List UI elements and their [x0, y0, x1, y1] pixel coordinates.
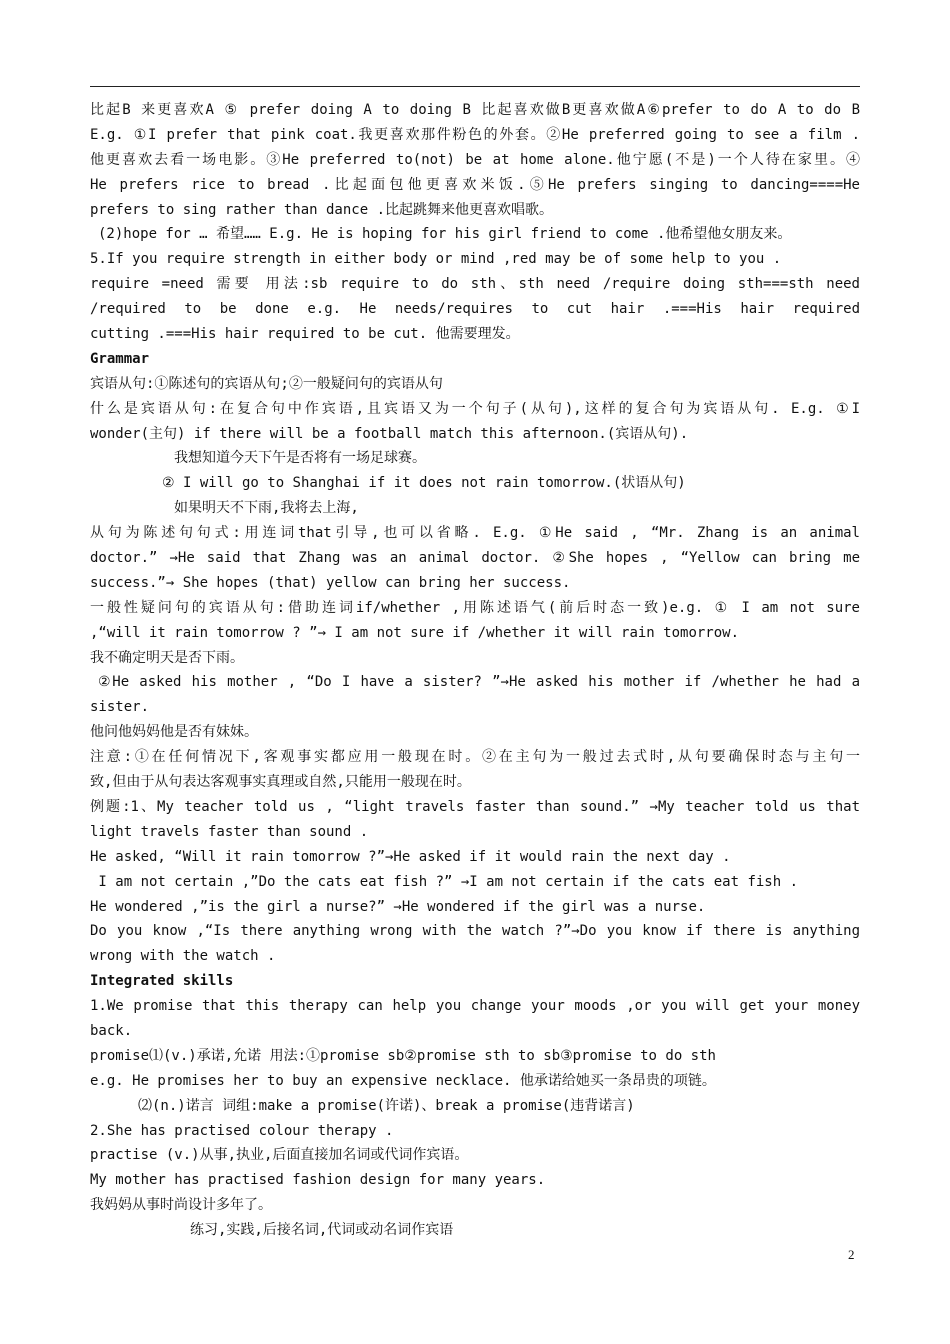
text-line: 他问他妈妈他是否有妹妹。 [90, 724, 258, 741]
text-line: doctor.” →He said that Zhang was an animal doctor. ②She hopes , “Yellow can bring me [90, 550, 860, 567]
text-line: success.”→ She hopes (that) yellow can bring her success. [90, 574, 571, 591]
text-line: light travels faster than sound . [90, 823, 369, 840]
text-line: 5.If you require strength in either body or mind ,red may be of some help to you . [90, 251, 782, 268]
text-line: ②He asked his mother , “Do I have a sister? ”→He asked his mother if /whether he had a [98, 674, 860, 691]
text-line: wonder(主句) if there will be a football match this afternoon.(宾语从句). [90, 425, 689, 442]
text-line: back. [90, 1022, 133, 1039]
text-line: I am not certain ,”Do the cats eat fish ?” →I am not certain if the cats eat fish . [90, 873, 799, 890]
text-line: 我想知道今天下午是否将有一场足球赛。 [174, 450, 426, 467]
text-line: prefers to sing rather than dance .比起跳舞来他更喜欢唱歌。 [90, 201, 554, 218]
text-line: cutting .===His hair required to be cut. 他需要理发。 [90, 326, 520, 343]
text-line: 2.She has practised colour therapy . [90, 1122, 394, 1139]
text-line: 一般性疑问句的宾语从句:借助连词if/whether ,用陈述语气(前后时态一致)e.g. ① I am not sure [90, 599, 860, 616]
text-line: 如果明天不下雨,我将去上海, [174, 500, 359, 517]
text-line: 1.We promise that this therapy can help you change your moods ,or you will get your money [90, 998, 860, 1015]
text-line: promise⑴(v.)承诺,允诺 用法:①promise sb②promise sth to sb③promise to do sth [90, 1047, 716, 1064]
document-body [90, 98, 860, 1243]
text-line: Do you know ,“Is there anything wrong with the watch ?”→Do you know if there is anything [90, 923, 860, 940]
text-line: ,“will it rain tomorrow ? ”→ I am not sure if /whether it will rain tomorrow. [90, 624, 740, 641]
text-line: My mother has practised fashion design for many years. [90, 1172, 546, 1189]
text-line: wrong with the watch . [90, 948, 276, 965]
text-line: He wondered ,”is the girl a nurse?” →He wondered if the girl was a nurse. [90, 898, 706, 915]
text-line: E.g. ①I prefer that pink coat.我更喜欢那件粉色的外套。②He preferred going to see a film . [90, 126, 860, 143]
text-line: 我妈妈从事时尚设计多年了。 [90, 1197, 272, 1214]
page-number: 2 [848, 1247, 855, 1262]
text-line: 比起B 来更喜欢A ⑤ prefer doing A to doing B 比起喜欢做B更喜欢做A⑥prefer to do A to do B [90, 102, 860, 118]
text-line: 我不确定明天是否下雨。 [90, 649, 244, 666]
text-line: (2)hope for … 希望…… E.g. He is hoping for his girl friend to come .他希望他女朋友来。 [98, 226, 792, 243]
text-line: 练习,实践,后接名词,代词或动名词作宾语 [190, 1222, 454, 1239]
text-line: ② I will go to Shanghai if it does not rain tomorrow.(状语从句) [162, 475, 686, 492]
header-rule [90, 86, 860, 87]
text-line: 宾语从句:①陈述句的宾语从句;②一般疑问句的宾语从句 [90, 375, 443, 392]
text-line: 注意:①在任何情况下,客观事实都应用一般现在时。②在主句为一般过去式时,从句要确保时态与主句一 [90, 749, 860, 766]
text-line: 什么是宾语从句:在复合句中作宾语,且宾语又为一个句子(从句),这样的复合句为宾语从句. E.g. ①I [90, 400, 860, 417]
text-line: 例题:1、My teacher told us , “light travels faster than sound.” →My teacher told us that [90, 798, 860, 815]
text-line: Grammar [90, 350, 150, 367]
text-line: require =need 需要 用法:sb require to do sth、sth need /require doing sth===sth need [90, 276, 860, 293]
text-line: He prefers rice to bread .比起面包他更喜欢米饭.⑤He prefers singing to dancing====He [90, 176, 860, 193]
text-line: e.g. He promises her to buy an expensive necklace. 他承诺给她买一条昂贵的项链。 [90, 1072, 716, 1089]
text-line: sister. [90, 699, 150, 716]
text-line: ⑵(n.)诺言 词组:make a promise(许诺)、break a promise(违背诺言) [138, 1097, 635, 1114]
text-line: He asked, “Will it rain tomorrow ?”→He asked if it would rain the next day . [90, 848, 731, 865]
text-line: practise (v.)从事,执业,后面直接加名词或代词作宾语。 [90, 1147, 469, 1164]
text-line: Integrated skills [90, 973, 234, 990]
text-line: 致,但由于从句表达客观事实真理或自然,只能用一般现在时。 [90, 774, 471, 791]
text-line: /required to be done e.g. He needs/requires to cut hair .===His hair required [90, 301, 860, 318]
text-line: 他更喜欢去看一场电影。③He preferred to(not) be at home alone.他宁愿(不是)一个人待在家里。④ [90, 151, 860, 168]
text-line: 从句为陈述句句式:用连词that引导,也可以省略. E.g. ①He said , “Mr. Zhang is an animal [90, 525, 860, 542]
